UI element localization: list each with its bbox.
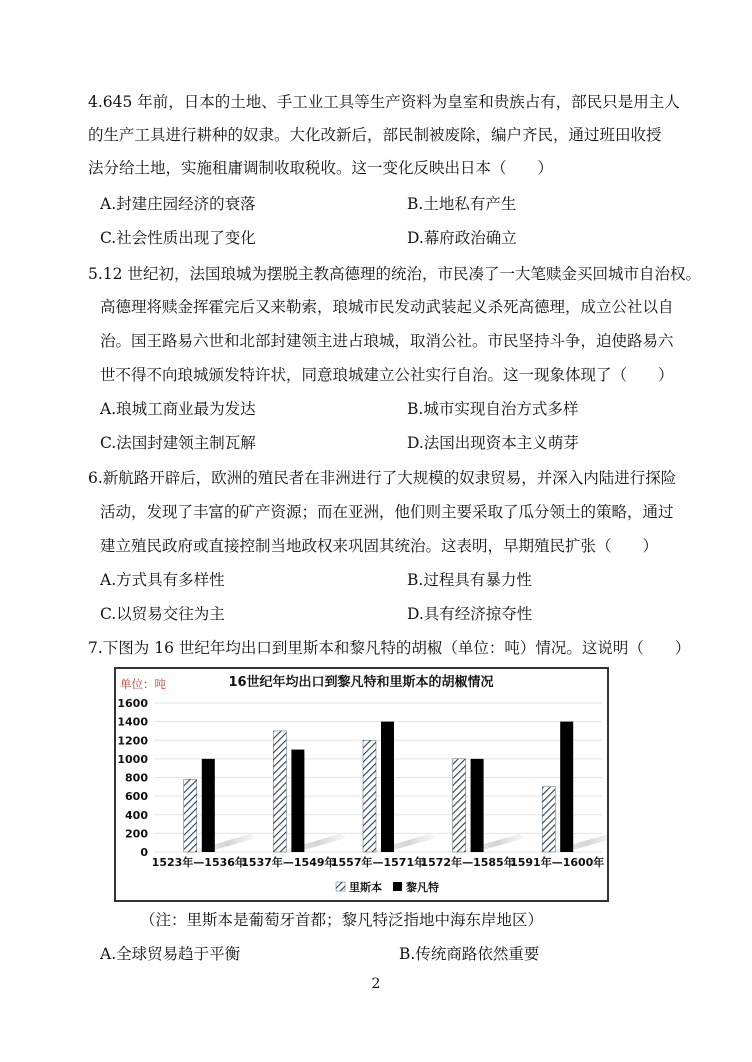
- x-category-label: 1591年—1600年: [510, 856, 605, 869]
- bar-levant: [202, 759, 215, 852]
- q7-option-a: A.全球贸易趋于平衡: [100, 945, 241, 963]
- bar-shadow: [187, 834, 257, 852]
- chart-svg: [116, 669, 607, 900]
- bar-lisbon: [363, 740, 376, 852]
- y-tick-label: 800: [125, 771, 148, 785]
- q4-option-c: C.社会性质出现了变化: [100, 229, 256, 247]
- bar-shadow: [366, 834, 436, 852]
- legend-swatch-levant: [393, 882, 402, 891]
- q4-option-b: B.土地私有产生: [407, 195, 517, 213]
- y-tick-label: 1200: [117, 734, 148, 748]
- q5-option-d: D.法国出现资本主义萌芽: [407, 434, 579, 452]
- q5-stem-line-4: 世不得不向琅城颁发特许状，同意琅城建立公社实行自治。这一现象体现了（ ）: [100, 366, 674, 384]
- y-tick-label: 1000: [117, 752, 148, 766]
- legend-swatch-lisbon: [336, 882, 345, 891]
- page-number: 2: [371, 976, 381, 992]
- q5-option-b: B.城市实现自治方式多样: [407, 400, 579, 418]
- q5-stem-line-3: 治。国王路易六世和北部封建领主进占琅城，取消公社。市民坚持斗争，迫使路易六: [100, 332, 674, 350]
- q4-stem-line-3: 法分给土地，实施租庸调制收取税收。这一变化反映出日本（ ）: [88, 159, 554, 177]
- q4-stem-line-2: 的生产工具进行耕种的奴隶。大化改新后，部民制被废除，编户齐民，通过班田收授: [88, 126, 662, 144]
- q6-option-c: C.以贸易交往为主: [100, 605, 225, 623]
- x-category-label: 1537年—1549年: [241, 856, 336, 869]
- q5-stem-line-1: 5.12 世纪初，法国琅城为摆脱主教高德理的统治，市民凑了一大笔赎金买回城市自治权。: [88, 265, 701, 283]
- bar-levant: [291, 750, 304, 852]
- bar-levant: [471, 759, 484, 852]
- q7-note: （注：里斯本是葡萄牙首都；黎凡特泛指地中海东岸地区）: [140, 911, 544, 929]
- q6-stem-line-2: 活动，发现了丰富的矿产资源；而在亚洲，他们则主要采取了瓜分领土的策略，通过: [100, 503, 674, 521]
- q5-option-c: C.法国封建领主制瓦解: [100, 434, 256, 452]
- chart-title: 16世纪年均出口到黎凡特和里斯本的胡椒情况: [228, 675, 494, 690]
- q4-option-a: A.封建庄园经济的衰落: [100, 195, 256, 213]
- bar-levant: [381, 722, 394, 852]
- bar-lisbon: [273, 731, 286, 852]
- legend-label-lisbon: 里斯本: [349, 881, 382, 894]
- q6-option-b: B.过程具有暴力性: [407, 571, 532, 589]
- q7-stem-line-1: 7.下图为 16 世纪年均出口到里斯本和黎凡特的胡椒（单位：吨）情况。这说明（ ）: [88, 639, 691, 657]
- bar-lisbon: [184, 779, 197, 852]
- y-tick-label: 0: [140, 846, 148, 859]
- y-tick-label: 400: [125, 808, 148, 822]
- y-tick-label: 1400: [117, 715, 148, 729]
- bar-levant: [560, 722, 573, 852]
- bar-shadow: [276, 834, 346, 852]
- y-tick-label: 200: [125, 827, 148, 841]
- legend-label-levant: 黎凡特: [406, 881, 439, 894]
- q5-option-a: A.琅城工商业最为发达: [100, 400, 256, 418]
- x-category-label: 1572年—1585年: [420, 856, 515, 869]
- q4-option-d: D.幕府政治确立: [407, 229, 517, 247]
- q6-stem-line-3: 建立殖民政府或直接控制当地政权来巩固其统治。这表明，早期殖民扩张（ ）: [100, 537, 659, 555]
- q5-stem-line-2: 高德理将赎金挥霍完后又来勒索，琅城市民发动武装起义杀死高德理，成立公社以自: [100, 298, 674, 316]
- q6-stem-line-1: 6.新航路开辟后，欧洲的殖民者在非洲进行了大规模的奴隶贸易，并深入内陆进行探险: [88, 469, 677, 487]
- q4-stem-line-1: 4.645 年前，日本的土地、手工业工具等生产资料为皇室和贵族占有，部民只是用主人: [88, 93, 680, 111]
- pepper-export-chart: [114, 667, 609, 902]
- q6-option-d: D.具有经济掠夺性: [407, 605, 533, 623]
- bar-shadow: [456, 834, 526, 852]
- y-tick-label: 600: [125, 790, 148, 804]
- q6-option-a: A.方式具有多样性: [100, 571, 225, 589]
- y-tick-label: 1600: [117, 697, 148, 710]
- x-category-label: 1557年—1571年: [330, 856, 426, 869]
- bar-lisbon: [542, 787, 555, 852]
- chart-unit-label: 单位：吨: [120, 677, 166, 691]
- x-category-label: 1523年—1536年: [151, 856, 246, 869]
- q7-option-b: B.传统商路依然重要: [399, 945, 540, 963]
- bar-lisbon: [453, 759, 466, 852]
